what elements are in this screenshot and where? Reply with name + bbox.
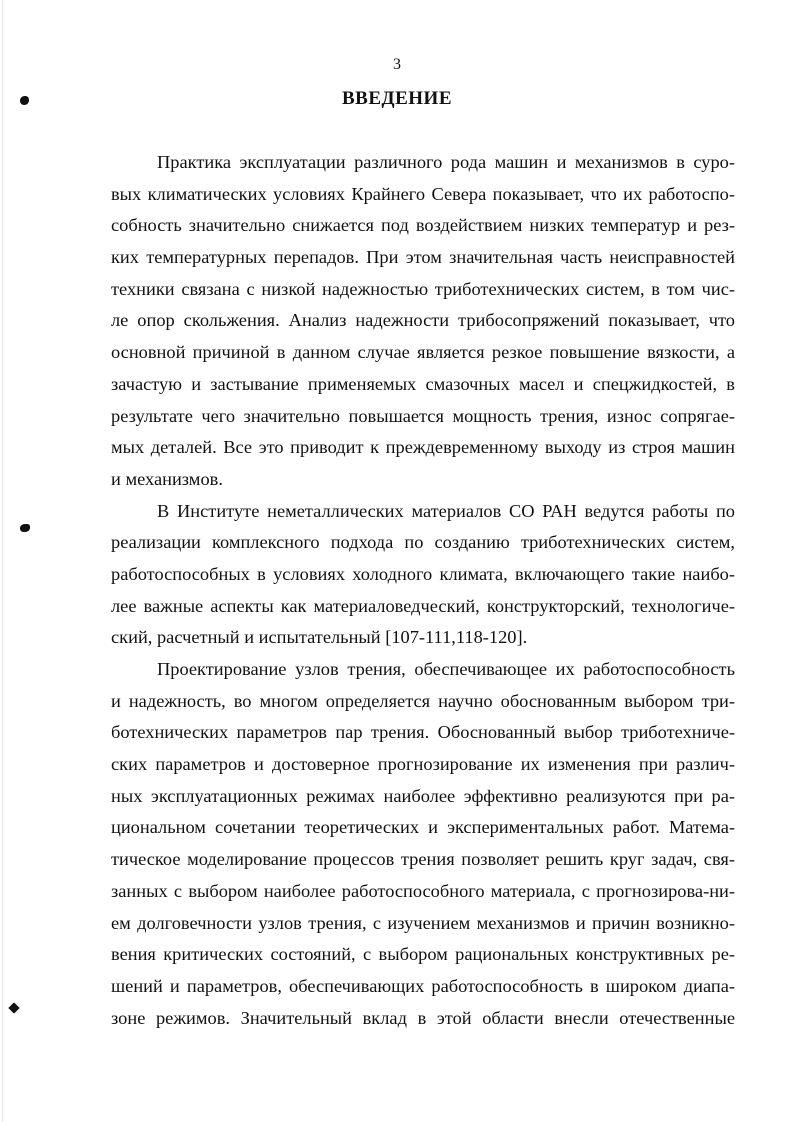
binder-hole-mark <box>20 524 30 532</box>
page-number: 3 <box>393 56 401 73</box>
body-text <box>111 147 735 1034</box>
text-line: реализации комплексного подхода по созданию триботехнических систем, <box>111 532 735 553</box>
text-line: ский, расчетный и испытательный [107-111,118-120]. <box>111 627 528 648</box>
scan-edge <box>2 0 3 1122</box>
paragraph <box>111 654 735 1034</box>
text-line: ботехнических параметров пар трения. Обоснованный выбор триботехниче- <box>111 722 735 743</box>
text-line: ем долговечности узлов трения, с изучением механизмов и причин возникно- <box>111 912 735 933</box>
text-line: вения критических состояний, с выбором рациональных конструктивных ре- <box>111 944 735 965</box>
text-line: Проектирование узлов трения, обеспечивающее их работоспособность <box>157 659 735 679</box>
text-line: ле опор скольжения. Анализ надежности трибосопряжений показывает, что <box>111 310 735 331</box>
text-line: Практика эксплуатации различного рода машин и механизмов в суро- <box>157 152 735 172</box>
paragraph <box>111 147 735 496</box>
text-line: циональном сочетании теоретических и экспериментальных работ. Матема- <box>111 817 735 838</box>
text-line: В Институте неметаллических материалов СО РАН ведутся работы по <box>157 500 735 521</box>
text-line: ных эксплуатационных режимах наиболее эффективно реализуются при ра- <box>111 785 735 806</box>
text-line: и механизмов. <box>111 468 223 489</box>
text-line: ских параметров и достоверное прогнозирование их изменения при различ- <box>111 754 735 775</box>
text-line: техники связана с низкой надежностью триботехнических систем, в том чис- <box>111 278 735 299</box>
paragraph <box>111 496 735 654</box>
text-line: лее важные аспекты как материаловедческий, конструкторский, технологиче- <box>111 595 735 616</box>
binder-hole-mark <box>8 1002 19 1013</box>
text-line: результате чего значительно повышается мощность трения, износ сопрягае- <box>111 405 735 426</box>
text-line: работоспособных в условиях холодного климата, включающего такие наибо- <box>111 563 735 584</box>
text-line: мых деталей. Все это приводит к преждевременному выходу из строя машин <box>111 437 735 458</box>
text-line: основной причиной в данном случае является резкое повышение вязкости, а <box>111 342 735 363</box>
text-line: и надежность, во многом определяется научно обоснованным выбором три- <box>111 690 735 711</box>
section-heading: ВВЕДЕНИЕ <box>342 88 452 109</box>
text-line: собность значительно снижается под воздействием низких температур и рез- <box>111 215 735 236</box>
text-line: шений и параметров, обеспечивающих работоспособность в широком диапа- <box>111 975 735 996</box>
text-line: ких температурных перепадов. При этом значительная часть неисправностей <box>111 247 735 268</box>
text-line: тическое моделирование процессов трения позволяет решить круг задач, свя- <box>111 849 735 870</box>
text-line: вых климатических условиях Крайнего Севера показывает, что их работоспо- <box>111 183 735 204</box>
text-line: занных с выбором наиболее работоспособного материала, с прогнозирова-ни- <box>111 880 735 901</box>
text-line: зоне режимов. Значительный вклад в этой области внесли отечественные <box>111 1007 735 1028</box>
text-line: зачастую и застывание применяемых смазочных масел и спецжидкостей, в <box>111 373 735 394</box>
